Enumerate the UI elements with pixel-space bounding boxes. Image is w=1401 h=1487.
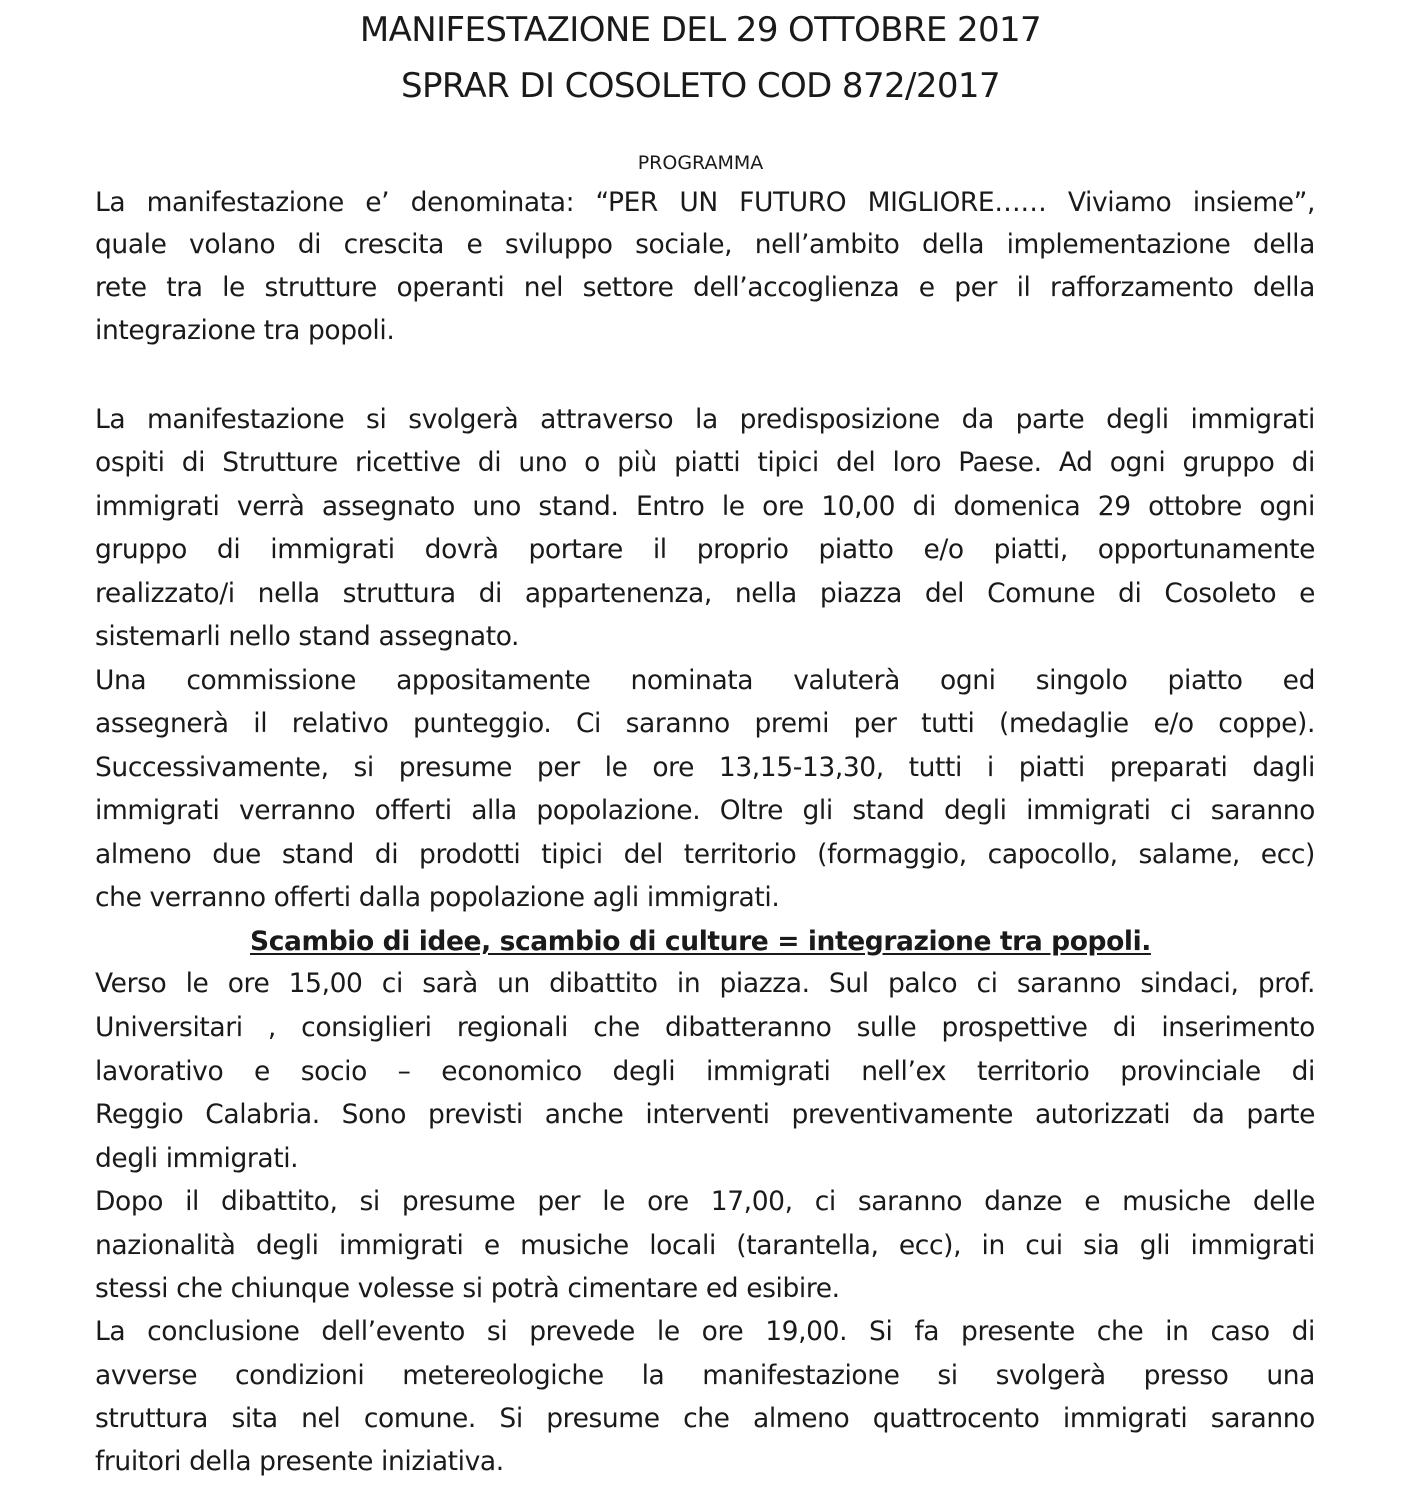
text-line: Una commissione appositamente nominata valuterà ogni singolo piatto ed — [95, 665, 1315, 696]
text-line: integrazione tra popoli. — [95, 315, 395, 346]
text-line: Reggio Calabria. Sono previsti anche interventi preventivamente autorizzati da parte — [95, 1099, 1315, 1130]
motto-heading: Scambio di idee, scambio di culture = integrazione tra popoli. — [250, 926, 1151, 957]
text-line: immigrati verrà assegnato uno stand. Entro le ore 10,00 di domenica 29 ottobre ogni — [95, 491, 1315, 522]
text-line: La manifestazione si svolgerà attraverso la predisposizione da parte degli immigrati — [95, 404, 1315, 435]
section-heading-programma: PROGRAMMA — [637, 152, 764, 174]
text-line: avverse condizioni metereologiche la manifestazione si svolgerà presso una — [95, 1360, 1315, 1391]
text-line: gruppo di immigrati dovrà portare il proprio piatto e/o piatti, opportunamente — [95, 534, 1315, 565]
text-line: realizzato/i nella struttura di appartenenza, nella piazza del Comune di Cosoleto e — [95, 578, 1315, 609]
text-line: assegnerà il relativo punteggio. Ci saranno premi per tutti (medaglie e/o coppe). — [95, 708, 1315, 739]
text-line: ospiti di Strutture ricettive di uno o più piatti tipici del loro Paese. Ad ogni gruppo di — [95, 447, 1315, 478]
text-line: La conclusione dell’evento si prevede le ore 19,00. Si fa presente che in caso di — [95, 1316, 1315, 1347]
text-line: fruitori della presente iniziativa. — [95, 1446, 504, 1477]
text-line: Successivamente, si presume per le ore 13,15-13,30, tutti i piatti preparati dagli — [95, 752, 1315, 783]
text-line: lavorativo e socio – economico degli immigrati nell’ex territorio provinciale di — [95, 1056, 1315, 1087]
text-line: La manifestazione e’ denominata: “PER UN FUTURO MIGLIORE…… Viviamo insieme”, — [95, 187, 1315, 218]
text-line: che verranno offerti dalla popolazione agli immigrati. — [95, 882, 780, 913]
text-line: Universitari , consiglieri regionali che dibatteranno sulle prospettive di inserimento — [95, 1012, 1315, 1043]
text-line: immigrati verranno offerti alla popolazione. Oltre gli stand degli immigrati ci saranno — [95, 795, 1315, 826]
document-title-line-2: SPRAR DI COSOLETO COD 872/2017 — [400, 66, 1000, 106]
text-line: stessi che chiunque volesse si potrà cimentare ed esibire. — [95, 1273, 840, 1304]
text-line: Verso le ore 15,00 ci sarà un dibattito in piazza. Sul palco ci saranno sindaci, prof. — [95, 968, 1315, 999]
text-line: degli immigrati. — [95, 1143, 299, 1174]
text-line: quale volano di crescita e sviluppo sociale, nell’ambito della implementazione della — [95, 229, 1315, 260]
text-line: sistemarli nello stand assegnato. — [95, 621, 520, 652]
text-line: struttura sita nel comune. Si presume che almeno quattrocento immigrati saranno — [95, 1403, 1315, 1434]
document-title-line-1: MANIFESTAZIONE DEL 29 OTTOBRE 2017 — [359, 10, 1042, 50]
text-line: Dopo il dibattito, si presume per le ore 17,00, ci saranno danze e musiche delle — [95, 1186, 1315, 1217]
text-line: rete tra le strutture operanti nel settore dell’accoglienza e per il rafforzamento della — [95, 272, 1315, 303]
text-line: nazionalità degli immigrati e musiche locali (tarantella, ecc), in cui sia gli immigrati — [95, 1230, 1315, 1261]
text-line: almeno due stand di prodotti tipici del territorio (formaggio, capocollo, salame, ecc) — [95, 839, 1315, 870]
